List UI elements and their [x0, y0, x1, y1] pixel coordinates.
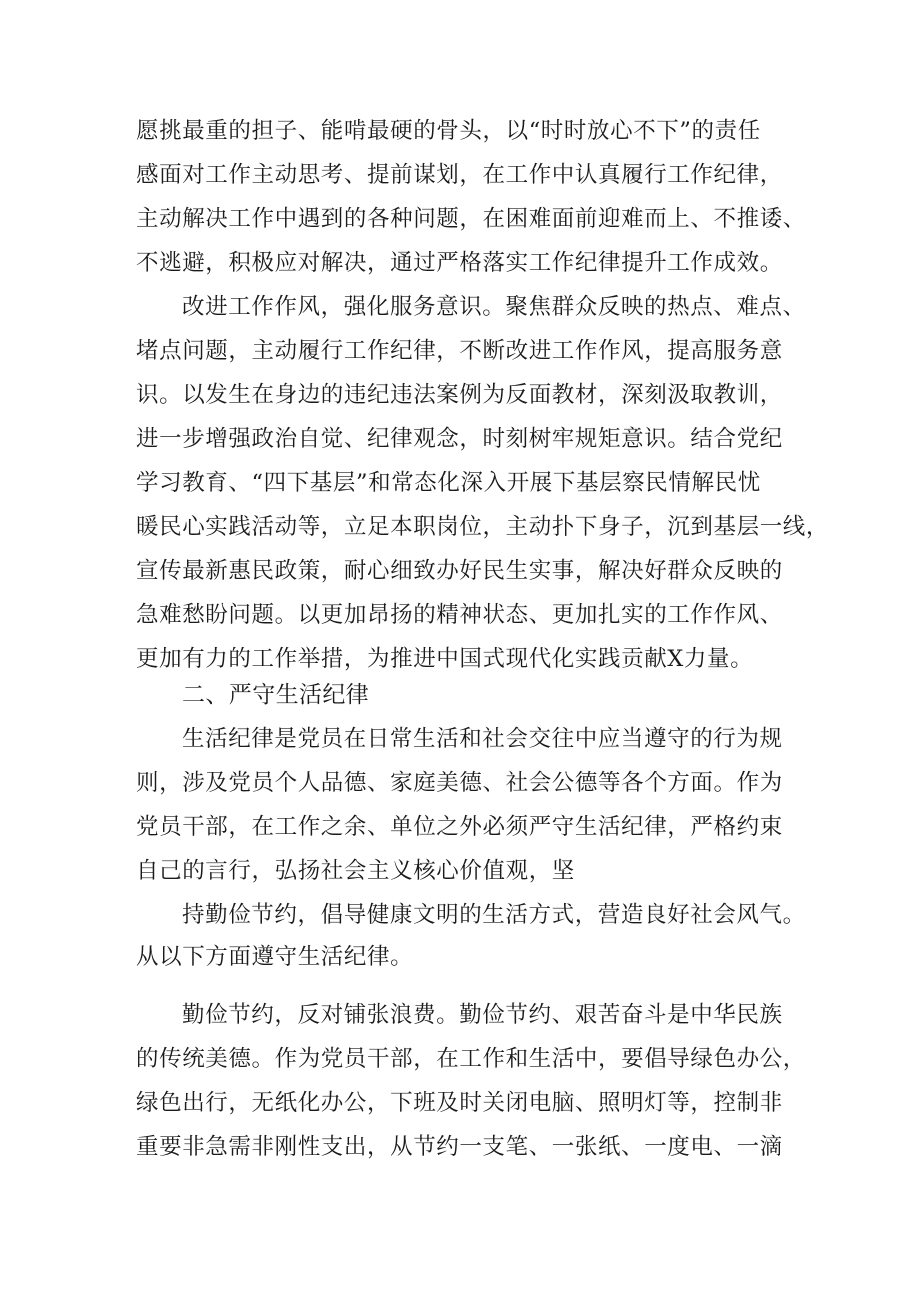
paragraph-line: 感面对工作主动思考、提前谋划，在工作中认真履行工作纪律，	[136, 162, 783, 188]
paragraph-line: 党员干部，在工作之余、单位之外必须严守生活纪律，严格约束	[136, 814, 783, 840]
paragraph-line: 更加有力的工作举措，为推进中国式现代化实践贡献X力量。	[136, 646, 754, 672]
paragraph-line: 绿色出行，无纸化办公，下班及时关闭电脑、照明灯等，控制非	[136, 1090, 783, 1116]
paragraph-line: 则，涉及党员个人品德、家庭美德、社会公德等各个方面。作为	[136, 770, 783, 796]
paragraph-line: 勤俭节约，反对铺张浪费。勤俭节约、艰苦奋斗是中华民族	[182, 1002, 783, 1028]
paragraph-line: 重要非急需非刚性支出，从节约一支笔、一张纸、一度电、一滴	[136, 1134, 783, 1160]
paragraph-line: 进一步增强政治自觉、纪律观念，时刻树牢规矩意识。结合党纪	[136, 426, 783, 452]
paragraph-line: 改进工作作风，强化服务意识。聚焦群众反映的热点、难点、	[182, 294, 806, 320]
paragraph-line: 愿挑最重的担子、能啃最硬的骨头，以“时时放心不下”的责任	[136, 118, 761, 144]
paragraph-line: 不逃避，积极应对解决，通过严格落实工作纪律提升工作成效。	[136, 250, 783, 276]
paragraph-line: 的传统美德。作为党员干部，在工作和生活中，要倡导绿色办公，	[136, 1046, 806, 1072]
section-heading: 二、严守生活纪律	[182, 682, 370, 708]
paragraph-line: 主动解决工作中遇到的各种问题，在困难面前迎难而上、不推诿、	[136, 206, 806, 232]
paragraph-line: 宣传最新惠民政策，耐心细致办好民生实事，解决好群众反映的	[136, 558, 783, 584]
paragraph-line: 持勤俭节约，倡导健康文明的生活方式，营造良好社会风气。	[182, 902, 806, 928]
paragraph-line: 识。以发生在身边的违纪违法案例为反面教材，深刻汲取教训，	[136, 382, 783, 408]
paragraph-line: 堵点问题，主动履行工作纪律，不断改进工作作风，提高服务意	[136, 338, 783, 364]
paragraph-line: 自己的言行，弘扬社会主义核心价值观，坚	[136, 858, 575, 884]
paragraph-line: 暖民心实践活动等，立足本职岗位，主动扑下身子，沉到基层一线，	[136, 514, 830, 540]
paragraph-line: 急难愁盼问题。以更加昂扬的精神状态、更加扎实的工作作风、	[136, 602, 783, 628]
paragraph-line: 从以下方面遵守生活纪律。	[136, 944, 414, 970]
paragraph-line: 生活纪律是党员在日常生活和社会交往中应当遵守的行为规	[182, 726, 783, 752]
paragraph-line: 学习教育、“四下基层”和常态化深入开展下基层察民情解民忧	[136, 470, 761, 496]
